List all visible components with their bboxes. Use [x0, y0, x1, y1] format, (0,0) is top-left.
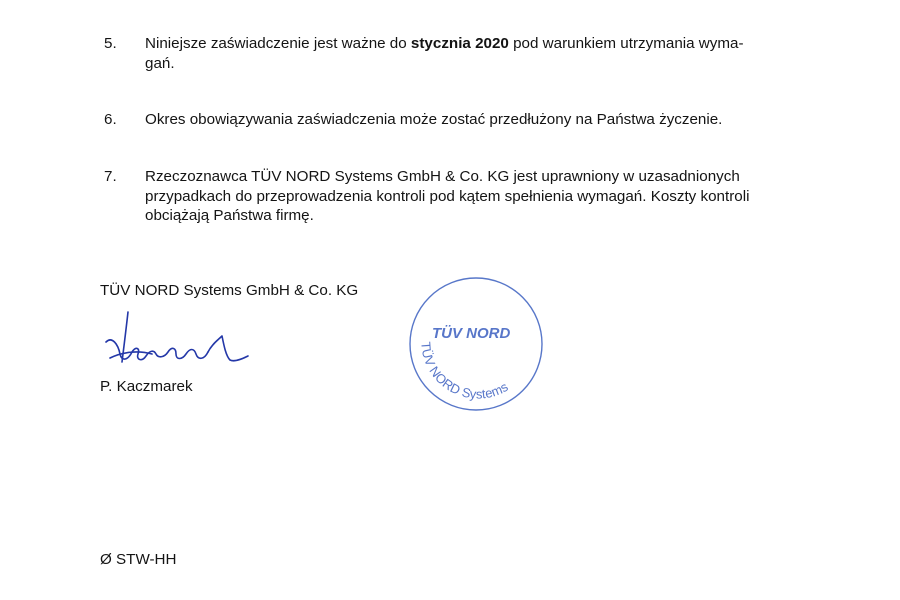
document-reference: Ø STW-HH: [100, 551, 177, 568]
item-text-before: Niniejsze zaświadczenie jest ważne do: [145, 35, 411, 52]
company-name: TÜV NORD Systems GmbH & Co. KG: [100, 282, 359, 299]
item-text-line1: Rzeczoznawca TÜV NORD Systems GmbH & Co. KG jest uprawniony w uzasadnionych: [145, 168, 740, 185]
item-text: [145, 167, 820, 226]
item-text: Okres obowiązywania zaświadczenia może zostać przedłużony na Państwa życzenie.: [145, 111, 723, 128]
stamp-logo-text: TÜV NORD: [432, 325, 511, 342]
item-number: 5.: [104, 35, 117, 52]
item-number: 7.: [104, 168, 117, 185]
item-text-line2: gań.: [145, 54, 175, 72]
list-item-5: [100, 34, 820, 73]
item-text: [145, 34, 820, 73]
list-item-7: [100, 167, 820, 226]
signer-name: P. Kaczmarek: [100, 378, 193, 395]
stamp-arc-text: TÜV NORD Systems: [418, 341, 511, 402]
list-item-6: [100, 110, 820, 130]
item-text-after: pod warunkiem utrzymania wyma-: [508, 35, 744, 52]
signature: [98, 300, 258, 380]
item-number: 6.: [104, 111, 117, 128]
item-text-line2: przypadkach do przeprowadzenia kontroli pod kątem spełnienia wymagań. Koszty kontroli: [145, 187, 750, 205]
item-text-line3: obciążają Państwa firmę.: [145, 207, 314, 224]
company-stamp: [402, 274, 550, 422]
item-bold-date: stycznia 2020: [410, 35, 509, 52]
